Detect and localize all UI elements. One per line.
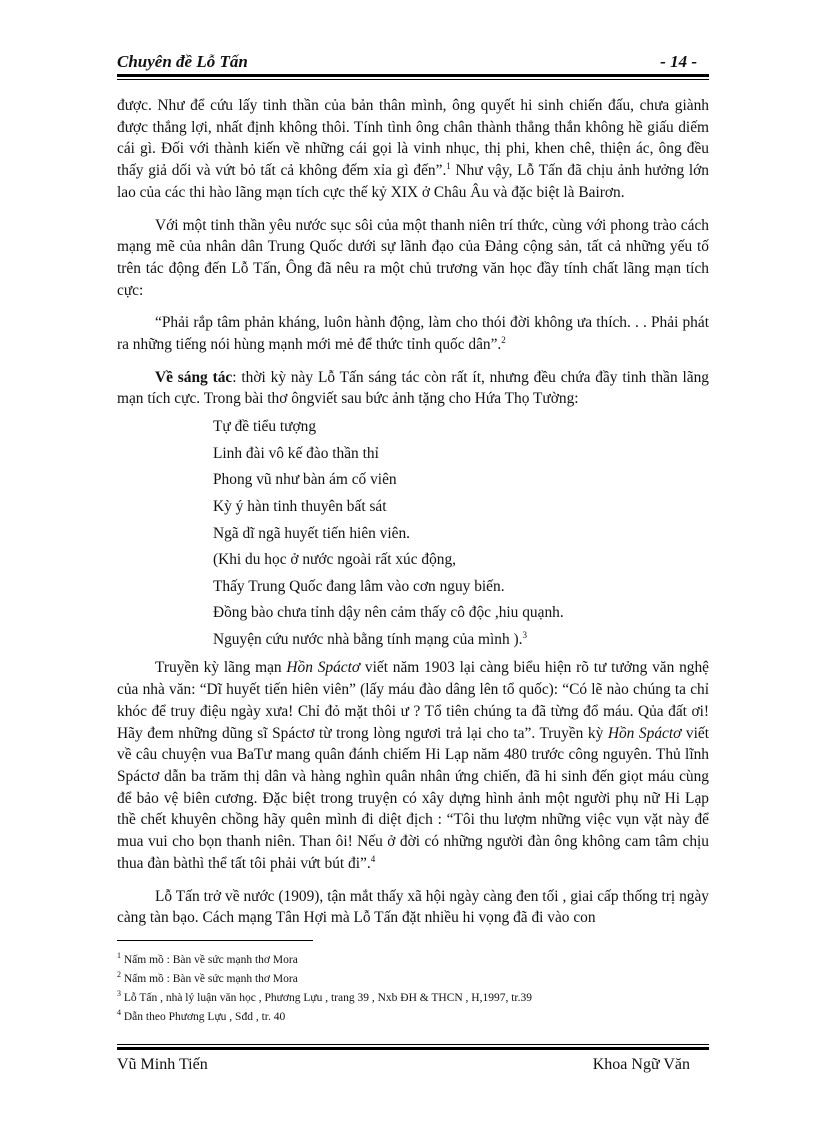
quote-paragraph: “Phải rắp tâm phản kháng, luôn hành động, làm cho thói đời không ưa thích. . . Phải phát ra những tiếng nói hùng mạnh mới mẻ để thức tỉnh quốc dân”.$^2$ bbox=[117, 314, 709, 354]
page-body bbox=[117, 95, 709, 929]
section-label: Về sáng tác bbox=[155, 368, 233, 386]
footnote-ref-4[interactable]: 4 bbox=[370, 853, 376, 864]
footnote: $^3$ Lỗ Tấn , nhà lý luận văn học , Phương Lựu , trang 39 , Nxb ĐH & THCN , H,1997, tr.39 bbox=[117, 989, 533, 1004]
poem-line: Phong vũ như bàn ám cố viên bbox=[213, 471, 397, 489]
footnote: $^4$ Dẫn theo Phương Lựu , Sđd , tr. 40 bbox=[117, 1008, 286, 1023]
poem-line: Thấy Trung Quốc đang lâm vào cơn nguy biến. bbox=[213, 577, 505, 595]
footnote: $^1$ Nấm mồ : Bàn về sức mạnh thơ Mora bbox=[117, 951, 298, 966]
footnote: $^2$ Nấm mồ : Bàn về sức mạnh thơ Mora bbox=[117, 970, 298, 985]
header-rule bbox=[117, 74, 709, 80]
footnote-separator bbox=[117, 940, 313, 941]
poem-line: Linh đài vô kế đào thần thỉ bbox=[213, 444, 379, 462]
footnote-ref-3[interactable]: 3 bbox=[522, 629, 527, 640]
paragraph-hon-spacto: Truyền kỳ lãng mạn Hồn Spáctơ viết năm 1903 lại càng biểu hiện rõ tư tưởng văn nghệ của nhà văn: “Dĩ huyết tiến hiên viên” (lấy máu đào dâng lên tổ quốc): “Có lẽ nào chúng ta chỉ khóc để truy điệu ngày xưa! Chỉ đỏ mặt thôi ư ? Tổ tiên chúng ta đã từng đổ máu. Qủa đất ơi! Hãy đem những dũng sĩ Spáctơ từ trong lòng ngươi trả lại cho ta”. Truyền kỳ Hồn Spáctơ viết về câu chuyện vua BaTư mang quân đánh chiếm Hi Lạp năm 480 trước công nguyên. Thủ lĩnh Spáctơ dẫn ba trăm thị dân và hàng nghìn quân nhân ứng chiến, đã hi sinh đến giọt máu cùng để bảo vệ biên cương. Đặc biệt trong truyện có xây dựng hình ảnh một người phụ nữ Hi Lạp thề chết khuyên chồng hãy quên mình đi diệt địch : “Tôi thu lượm những việc vụn vặt này để mua vui cho bọn thanh niên. Than ôi! Nếu ở đời có những người đàn ông không cam tâm chịu thua đàn bàthì thể tất tôi phải vứt bút đi”.$^4$ bbox=[117, 659, 710, 872]
poem-line: Ngã dĩ ngã huyết tiến hiên viên. bbox=[213, 524, 411, 542]
footer-author: Vũ Minh Tiến bbox=[117, 1056, 208, 1073]
page-header bbox=[117, 52, 709, 74]
paragraph-2: Với một tinh thần yêu nước sục sôi của một thanh niên trí thức, cùng với phong trào cách mạng mẽ của nhân dân Trung Quốc dưới sự lãnh đạo của Đảng cộng sản, tất cả những yếu tố trên tác động đến Lỗ Tấn, Ông đã nêu ra một chủ trương văn học đầy tính chất lãng mạn tích cực: bbox=[117, 216, 709, 299]
header-title: Chuyên đề Lỗ Tấn bbox=[117, 52, 248, 71]
footer-rule bbox=[117, 1044, 709, 1050]
footnote-ref-1[interactable]: 1 bbox=[446, 160, 451, 171]
poem-line: (Khi du học ở nước ngoài rất xúc động, bbox=[213, 551, 457, 569]
poem bbox=[213, 414, 709, 653]
page-number: - 14 - bbox=[660, 52, 697, 71]
paragraph-return: Lỗ Tấn trở về nước (1909), tận mắt thấy xã hội ngày càng đen tối , giai cấp thống trị ngày càng tàn bạo. Cách mạng Tân Hợi mà Lỗ Tấn đặt nhiều hi vọng đã đi vào con bbox=[117, 887, 709, 927]
poem-line: Kỳ ý hàn tinh thuyên bất sát bbox=[213, 497, 387, 515]
footer-department: Khoa Ngữ Văn bbox=[592, 1056, 690, 1073]
poem-line: Tự đề tiểu tượng bbox=[213, 418, 317, 436]
poem-line: Nguyện cứu nước nhà bằng tính mạng của mình ).$^3$ bbox=[213, 629, 527, 648]
footnotes bbox=[117, 951, 709, 1027]
footnote-ref-2[interactable]: 2 bbox=[501, 334, 506, 345]
paragraph-1: được. Như để cứu lấy tinh thần của bản thân mình, ông quyết hi sinh chiến đấu, chưa giành được thắng lợi, nhất định không thôi. Tính tình ông chân thành thẳng thắn không hề giấu diếm cái gì. Đối với thành kiến về những cái gọi là vinh nhục, thị phi, khen chê, thiện ác, ông đều thấy giả dối và vứt bỏ tất cả không đếm xỉa gì đến”.$^1$ Như vậy, Lỗ Tấn đã chịu ảnh hưởng lớn lao của các thi hào lãng mạn tích cực thế kỷ XIX ở Châu Âu và đặc biệt là Bairơn. bbox=[117, 97, 709, 201]
paragraph-composition: Về sáng tác: thời kỳ này Lỗ Tấn sáng tác còn rất ít, nhưng đều chứa đầy tinh thần lãng mạn tích cực. Trong bài thơ ôngviết sau bức ảnh tặng cho Hứa Thọ Tường: bbox=[117, 368, 709, 408]
poem-line: Đồng bào chưa tỉnh dậy nên cảm thấy cô độc ,hiu quạnh. bbox=[213, 604, 564, 622]
